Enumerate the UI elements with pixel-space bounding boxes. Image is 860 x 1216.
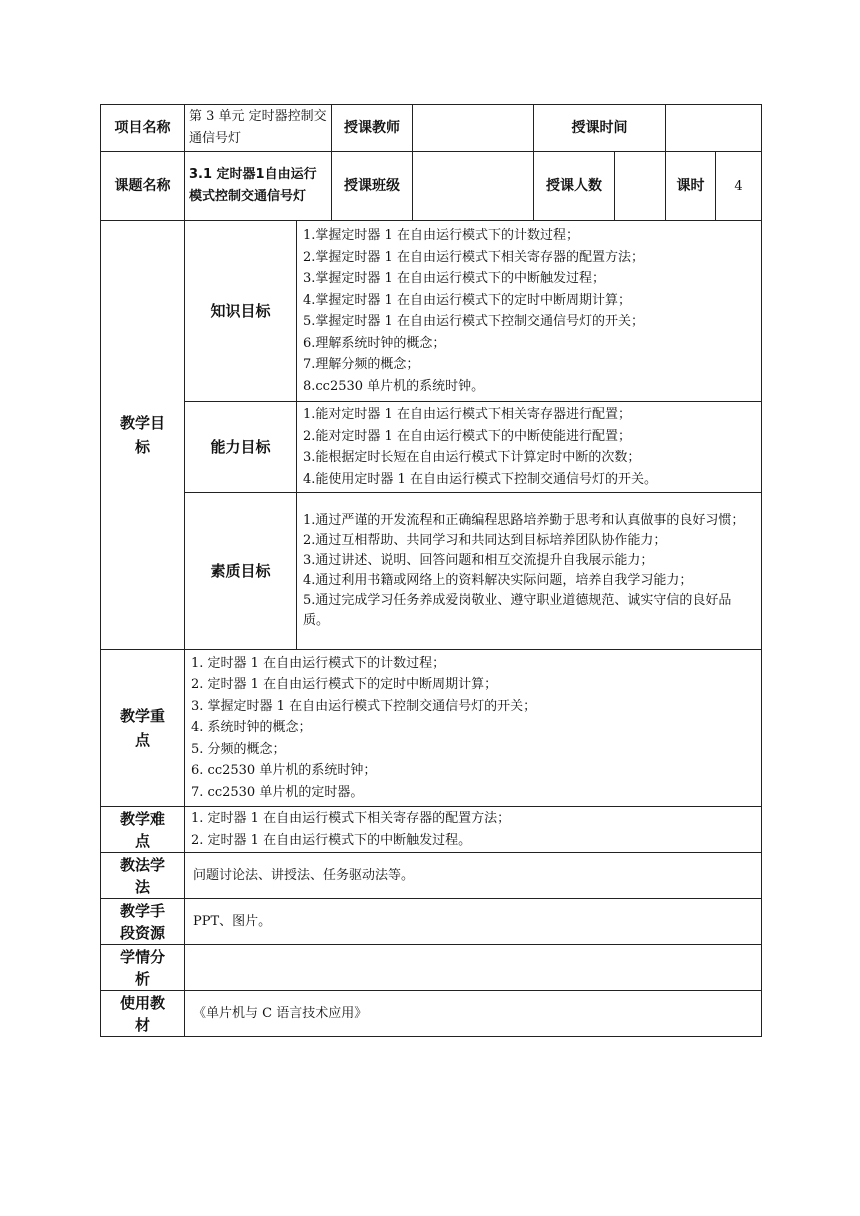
teacher-value (413, 105, 534, 152)
list-item: 4.通过利用书籍或网络上的资料解决实际问题，培养自我学习能力； (303, 573, 693, 588)
ability-goals-row (101, 402, 762, 493)
list-item: 2. 定时器 1 在自由运行模式下的中断触发过程。 (191, 832, 472, 848)
key-points-label: 教学重点 (101, 650, 185, 807)
list-item: 1. 定时器 1 在自由运行模式下相关寄存器的配置方法； (191, 811, 511, 826)
topic-row (101, 152, 762, 221)
list-item: 1.能对定时器 1 在自由运行模式下相关寄存器进行配置； (303, 407, 631, 422)
project-name-label: 项目名称 (101, 105, 185, 152)
class-value (413, 152, 534, 221)
knowledge-goals-label: 知识目标 (185, 221, 297, 402)
project-row (101, 105, 762, 152)
list-item: 1. 定时器 1 在自由运行模式下的计数过程； (191, 655, 446, 671)
list-item: 2.掌握定时器 1 在自由运行模式下相关寄存器的配置方法； (303, 249, 644, 265)
time-label: 授课时间 (534, 105, 666, 152)
list-item: 3.掌握定时器 1 在自由运行模式下的中断触发过程； (303, 271, 605, 286)
list-item: 1.通过严谨的开发流程和正确编程思路培养勤于思考和认真做事的良好习惯； (303, 513, 745, 528)
list-item: 5. 分频的概念； (191, 741, 286, 757)
list-item: 4. 系统时钟的概念； (191, 720, 312, 736)
difficulties-row (101, 807, 762, 853)
lesson-plan-document (100, 104, 761, 1037)
knowledge-goals-list (297, 221, 762, 402)
difficulties-label: 教学难点 (101, 807, 185, 853)
teaching-objectives-label: 教学目标 (101, 221, 185, 650)
list-item: 3. 掌握定时器 1 在自由运行模式下控制交通信号灯的开关； (191, 698, 537, 714)
project-name-value: 第 3 单元 定时器控制交通信号灯 (185, 105, 332, 152)
time-value (666, 105, 762, 152)
list-item: 3.能根据定时长短在自由运行模式下计算定时中断的次数； (303, 450, 641, 465)
list-item: 6. cc2530 单片机的系统时钟； (191, 763, 377, 779)
knowledge-goals-row (101, 221, 762, 402)
list-item: 4.能使用定时器 1 在自由运行模式下控制交通信号灯的开关。 (303, 471, 657, 487)
student-count-value (615, 152, 666, 221)
quality-goals-label: 素质目标 (185, 493, 297, 650)
hours-label: 课时 (666, 152, 716, 221)
class-label: 授课班级 (332, 152, 413, 221)
analysis-row (101, 945, 762, 991)
hours-value: 4 (716, 152, 762, 221)
topic-value: 3.1 定时器1自由运行模式控制交通信号灯 (185, 152, 332, 221)
resources-value: PPT、图片。 (185, 899, 762, 945)
analysis-label: 学情分析 (101, 945, 185, 991)
quality-goals-list (297, 493, 762, 650)
textbook-row (101, 991, 762, 1037)
textbook-value: 《单片机与 C 语言技术应用》 (185, 991, 762, 1037)
difficulties-list (185, 807, 762, 853)
list-item: 6.理解系统时钟的概念； (303, 335, 446, 351)
textbook-label: 使用教材 (101, 991, 185, 1037)
quality-goals-row (101, 493, 762, 650)
key-points-list (185, 650, 762, 807)
key-points-row (101, 650, 762, 807)
methods-value: 问题讨论法、讲授法、任务驱动法等。 (185, 853, 762, 899)
list-item: 1.掌握定时器 1 在自由运行模式下的计数过程； (303, 228, 579, 243)
list-item: 7. cc2530 单片机的定时器。 (191, 784, 364, 800)
resources-label: 教学手段资源 (101, 899, 185, 945)
teacher-label: 授课教师 (332, 105, 413, 152)
topic-label: 课题名称 (101, 152, 185, 221)
list-item: 5.掌握定时器 1 在自由运行模式下控制交通信号灯的开关； (303, 314, 644, 329)
list-item: 3.通过讲述、说明、回答问题和相互交流提升自我展示能力； (303, 553, 654, 568)
analysis-value (185, 945, 762, 991)
methods-label: 教法学法 (101, 853, 185, 899)
methods-row (101, 853, 762, 899)
list-item: 5.通过完成学习任务养成爱岗敬业、遵守职业道德规范、诚实守信的良好品质。 (303, 593, 732, 628)
ability-goals-label: 能力目标 (185, 402, 297, 493)
resources-row (101, 899, 762, 945)
list-item: 2. 定时器 1 在自由运行模式下的定时中断周期计算； (191, 677, 498, 693)
list-item: 2.通过互相帮助、共同学习和共同达到目标培养团队协作能力； (303, 533, 667, 548)
list-item: 8.cc2530 单片机的系统时钟。 (303, 378, 485, 394)
list-item: 4.掌握定时器 1 在自由运行模式下的定时中断周期计算； (303, 292, 631, 308)
list-item: 2.能对定时器 1 在自由运行模式下的中断使能进行配置； (303, 428, 631, 444)
ability-goals-list (297, 402, 762, 493)
lesson-plan-table (100, 104, 762, 1037)
list-item: 7.理解分频的概念； (303, 357, 420, 372)
student-count-label: 授课人数 (534, 152, 615, 221)
